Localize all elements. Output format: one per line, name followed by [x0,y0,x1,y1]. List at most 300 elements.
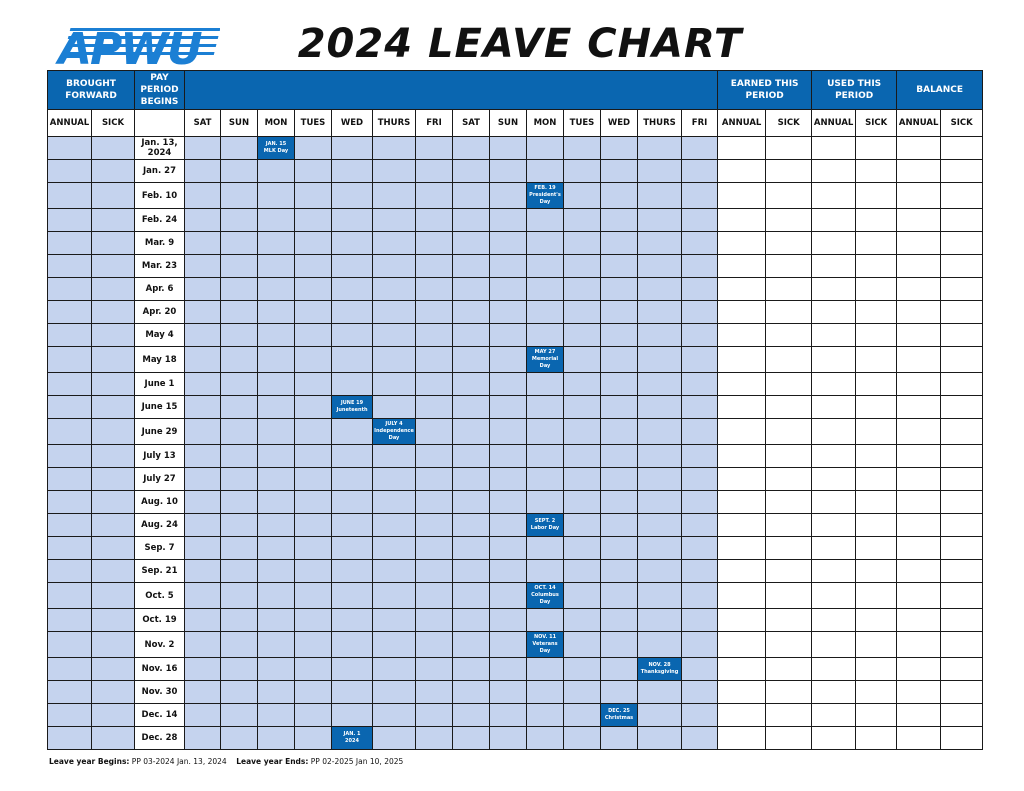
day-cell[interactable] [490,537,527,560]
day-cell[interactable] [638,137,682,160]
day-cell[interactable] [601,209,638,232]
day-cell[interactable] [332,324,373,347]
day-cell[interactable] [332,704,373,727]
balance-sick-cell[interactable] [941,583,983,609]
earned-sick-cell[interactable] [766,137,812,160]
earned-annual-cell[interactable] [718,347,766,373]
used-annual-cell[interactable] [812,658,856,681]
day-cell[interactable] [295,727,332,750]
balance-annual-cell[interactable] [897,583,941,609]
day-cell[interactable] [682,491,718,514]
day-cell[interactable] [416,373,453,396]
brought-forward-annual-cell[interactable] [48,373,92,396]
day-cell[interactable] [332,301,373,324]
day-cell[interactable] [527,301,564,324]
balance-sick-cell[interactable] [941,137,983,160]
brought-forward-annual-cell[interactable] [48,491,92,514]
day-cell[interactable] [601,137,638,160]
balance-annual-cell[interactable] [897,278,941,301]
earned-annual-cell[interactable] [718,514,766,537]
day-cell[interactable] [601,491,638,514]
day-cell[interactable] [527,658,564,681]
day-cell[interactable] [564,632,601,658]
day-cell[interactable] [682,468,718,491]
day-cell[interactable] [185,396,221,419]
day-cell[interactable] [453,347,490,373]
day-cell[interactable] [638,514,682,537]
day-cell[interactable] [601,583,638,609]
day-cell[interactable] [490,396,527,419]
day-cell[interactable] [638,255,682,278]
earned-sick-cell[interactable] [766,704,812,727]
earned-sick-cell[interactable] [766,491,812,514]
day-cell[interactable] [527,324,564,347]
day-cell[interactable] [295,209,332,232]
day-cell[interactable] [185,468,221,491]
brought-forward-sick-cell[interactable] [92,160,135,183]
day-cell[interactable] [416,396,453,419]
used-annual-cell[interactable] [812,419,856,445]
day-cell[interactable] [527,704,564,727]
day-cell[interactable] [295,658,332,681]
balance-annual-cell[interactable] [897,632,941,658]
day-cell[interactable] [564,537,601,560]
day-cell[interactable] [258,491,295,514]
day-cell[interactable] [490,445,527,468]
day-cell[interactable] [601,396,638,419]
day-cell[interactable] [564,137,601,160]
day-cell[interactable] [332,209,373,232]
day-cell[interactable] [221,583,258,609]
day-cell[interactable] [453,704,490,727]
earned-sick-cell[interactable] [766,468,812,491]
holiday-cell[interactable] [527,632,564,658]
day-cell[interactable] [221,609,258,632]
day-cell[interactable] [490,681,527,704]
day-cell[interactable] [221,324,258,347]
used-annual-cell[interactable] [812,324,856,347]
day-cell[interactable] [332,373,373,396]
used-sick-cell[interactable] [856,658,897,681]
balance-annual-cell[interactable] [897,183,941,209]
day-cell[interactable] [453,183,490,209]
used-sick-cell[interactable] [856,583,897,609]
day-cell[interactable] [416,232,453,255]
day-cell[interactable] [601,445,638,468]
used-sick-cell[interactable] [856,491,897,514]
holiday-cell[interactable] [527,183,564,209]
brought-forward-sick-cell[interactable] [92,583,135,609]
used-sick-cell[interactable] [856,560,897,583]
brought-forward-sick-cell[interactable] [92,727,135,750]
day-cell[interactable] [221,491,258,514]
day-cell[interactable] [490,560,527,583]
balance-sick-cell[interactable] [941,727,983,750]
day-cell[interactable] [682,137,718,160]
day-cell[interactable] [490,419,527,445]
earned-sick-cell[interactable] [766,727,812,750]
day-cell[interactable] [295,704,332,727]
day-cell[interactable] [295,347,332,373]
day-cell[interactable] [682,160,718,183]
day-cell[interactable] [601,609,638,632]
brought-forward-annual-cell[interactable] [48,183,92,209]
day-cell[interactable] [185,160,221,183]
day-cell[interactable] [490,255,527,278]
day-cell[interactable] [490,183,527,209]
balance-annual-cell[interactable] [897,324,941,347]
used-annual-cell[interactable] [812,160,856,183]
used-annual-cell[interactable] [812,609,856,632]
day-cell[interactable] [258,419,295,445]
day-cell[interactable] [295,301,332,324]
day-cell[interactable] [332,419,373,445]
day-cell[interactable] [332,537,373,560]
day-cell[interactable] [373,468,416,491]
earned-annual-cell[interactable] [718,278,766,301]
day-cell[interactable] [185,537,221,560]
balance-sick-cell[interactable] [941,255,983,278]
brought-forward-sick-cell[interactable] [92,301,135,324]
balance-sick-cell[interactable] [941,491,983,514]
day-cell[interactable] [185,658,221,681]
earned-sick-cell[interactable] [766,609,812,632]
balance-annual-cell[interactable] [897,396,941,419]
day-cell[interactable] [258,560,295,583]
balance-annual-cell[interactable] [897,681,941,704]
day-cell[interactable] [295,537,332,560]
day-cell[interactable] [258,396,295,419]
day-cell[interactable] [295,160,332,183]
day-cell[interactable] [601,419,638,445]
balance-annual-cell[interactable] [897,137,941,160]
used-annual-cell[interactable] [812,232,856,255]
day-cell[interactable] [564,209,601,232]
day-cell[interactable] [221,514,258,537]
day-cell[interactable] [373,183,416,209]
earned-sick-cell[interactable] [766,278,812,301]
used-sick-cell[interactable] [856,396,897,419]
earned-annual-cell[interactable] [718,301,766,324]
day-cell[interactable] [453,232,490,255]
day-cell[interactable] [416,301,453,324]
brought-forward-sick-cell[interactable] [92,468,135,491]
earned-sick-cell[interactable] [766,658,812,681]
earned-sick-cell[interactable] [766,209,812,232]
day-cell[interactable] [295,419,332,445]
day-cell[interactable] [564,681,601,704]
earned-sick-cell[interactable] [766,301,812,324]
brought-forward-annual-cell[interactable] [48,537,92,560]
day-cell[interactable] [490,232,527,255]
used-sick-cell[interactable] [856,632,897,658]
earned-sick-cell[interactable] [766,560,812,583]
day-cell[interactable] [638,160,682,183]
brought-forward-annual-cell[interactable] [48,396,92,419]
day-cell[interactable] [682,704,718,727]
day-cell[interactable] [527,491,564,514]
day-cell[interactable] [258,255,295,278]
balance-sick-cell[interactable] [941,324,983,347]
day-cell[interactable] [258,468,295,491]
day-cell[interactable] [258,681,295,704]
day-cell[interactable] [490,324,527,347]
day-cell[interactable] [295,491,332,514]
day-cell[interactable] [258,704,295,727]
day-cell[interactable] [373,658,416,681]
day-cell[interactable] [416,514,453,537]
day-cell[interactable] [332,347,373,373]
earned-annual-cell[interactable] [718,583,766,609]
day-cell[interactable] [564,727,601,750]
day-cell[interactable] [682,419,718,445]
day-cell[interactable] [453,609,490,632]
earned-sick-cell[interactable] [766,632,812,658]
earned-sick-cell[interactable] [766,324,812,347]
balance-sick-cell[interactable] [941,445,983,468]
day-cell[interactable] [295,560,332,583]
day-cell[interactable] [638,347,682,373]
day-cell[interactable] [258,324,295,347]
day-cell[interactable] [527,537,564,560]
balance-sick-cell[interactable] [941,419,983,445]
day-cell[interactable] [601,727,638,750]
holiday-cell[interactable] [527,347,564,373]
day-cell[interactable] [416,255,453,278]
earned-sick-cell[interactable] [766,514,812,537]
day-cell[interactable] [332,514,373,537]
day-cell[interactable] [638,491,682,514]
day-cell[interactable] [453,137,490,160]
day-cell[interactable] [373,396,416,419]
brought-forward-sick-cell[interactable] [92,537,135,560]
day-cell[interactable] [527,160,564,183]
brought-forward-annual-cell[interactable] [48,560,92,583]
balance-sick-cell[interactable] [941,160,983,183]
earned-annual-cell[interactable] [718,681,766,704]
day-cell[interactable] [682,301,718,324]
balance-annual-cell[interactable] [897,704,941,727]
day-cell[interactable] [221,632,258,658]
earned-sick-cell[interactable] [766,160,812,183]
brought-forward-annual-cell[interactable] [48,137,92,160]
day-cell[interactable] [490,137,527,160]
day-cell[interactable] [527,209,564,232]
balance-sick-cell[interactable] [941,681,983,704]
day-cell[interactable] [295,324,332,347]
day-cell[interactable] [332,468,373,491]
balance-sick-cell[interactable] [941,658,983,681]
day-cell[interactable] [185,583,221,609]
used-annual-cell[interactable] [812,347,856,373]
holiday-cell[interactable] [638,658,682,681]
day-cell[interactable] [258,537,295,560]
brought-forward-sick-cell[interactable] [92,632,135,658]
used-annual-cell[interactable] [812,681,856,704]
day-cell[interactable] [453,491,490,514]
day-cell[interactable] [682,232,718,255]
brought-forward-sick-cell[interactable] [92,491,135,514]
day-cell[interactable] [185,324,221,347]
day-cell[interactable] [221,301,258,324]
earned-annual-cell[interactable] [718,609,766,632]
day-cell[interactable] [373,681,416,704]
balance-sick-cell[interactable] [941,183,983,209]
day-cell[interactable] [682,255,718,278]
balance-sick-cell[interactable] [941,396,983,419]
earned-annual-cell[interactable] [718,537,766,560]
day-cell[interactable] [332,632,373,658]
day-cell[interactable] [185,727,221,750]
day-cell[interactable] [564,491,601,514]
day-cell[interactable] [295,468,332,491]
day-cell[interactable] [258,609,295,632]
day-cell[interactable] [682,183,718,209]
day-cell[interactable] [185,347,221,373]
day-cell[interactable] [564,255,601,278]
brought-forward-sick-cell[interactable] [92,324,135,347]
day-cell[interactable] [185,232,221,255]
balance-annual-cell[interactable] [897,445,941,468]
brought-forward-annual-cell[interactable] [48,301,92,324]
used-sick-cell[interactable] [856,681,897,704]
day-cell[interactable] [332,560,373,583]
day-cell[interactable] [185,632,221,658]
day-cell[interactable] [638,537,682,560]
day-cell[interactable] [416,209,453,232]
used-sick-cell[interactable] [856,209,897,232]
day-cell[interactable] [564,445,601,468]
day-cell[interactable] [332,681,373,704]
day-cell[interactable] [332,445,373,468]
day-cell[interactable] [527,232,564,255]
day-cell[interactable] [564,560,601,583]
brought-forward-annual-cell[interactable] [48,445,92,468]
day-cell[interactable] [453,301,490,324]
holiday-cell[interactable] [601,704,638,727]
used-annual-cell[interactable] [812,183,856,209]
balance-annual-cell[interactable] [897,727,941,750]
day-cell[interactable] [416,704,453,727]
balance-annual-cell[interactable] [897,419,941,445]
day-cell[interactable] [258,301,295,324]
used-sick-cell[interactable] [856,255,897,278]
day-cell[interactable] [682,583,718,609]
day-cell[interactable] [682,514,718,537]
balance-annual-cell[interactable] [897,609,941,632]
day-cell[interactable] [221,209,258,232]
holiday-cell[interactable] [527,583,564,609]
brought-forward-sick-cell[interactable] [92,137,135,160]
day-cell[interactable] [185,301,221,324]
balance-sick-cell[interactable] [941,232,983,255]
day-cell[interactable] [416,491,453,514]
day-cell[interactable] [682,658,718,681]
balance-annual-cell[interactable] [897,468,941,491]
balance-sick-cell[interactable] [941,278,983,301]
day-cell[interactable] [416,658,453,681]
day-cell[interactable] [490,727,527,750]
day-cell[interactable] [564,232,601,255]
brought-forward-annual-cell[interactable] [48,347,92,373]
balance-annual-cell[interactable] [897,255,941,278]
day-cell[interactable] [682,727,718,750]
day-cell[interactable] [373,373,416,396]
day-cell[interactable] [490,514,527,537]
day-cell[interactable] [185,681,221,704]
day-cell[interactable] [373,137,416,160]
used-sick-cell[interactable] [856,727,897,750]
day-cell[interactable] [453,560,490,583]
day-cell[interactable] [490,658,527,681]
day-cell[interactable] [373,209,416,232]
day-cell[interactable] [332,255,373,278]
day-cell[interactable] [221,681,258,704]
used-annual-cell[interactable] [812,560,856,583]
day-cell[interactable] [416,278,453,301]
day-cell[interactable] [682,445,718,468]
day-cell[interactable] [527,255,564,278]
day-cell[interactable] [638,278,682,301]
day-cell[interactable] [221,160,258,183]
day-cell[interactable] [490,468,527,491]
used-sick-cell[interactable] [856,609,897,632]
brought-forward-sick-cell[interactable] [92,396,135,419]
brought-forward-sick-cell[interactable] [92,514,135,537]
day-cell[interactable] [601,347,638,373]
day-cell[interactable] [490,373,527,396]
day-cell[interactable] [564,347,601,373]
day-cell[interactable] [564,301,601,324]
balance-sick-cell[interactable] [941,209,983,232]
earned-annual-cell[interactable] [718,419,766,445]
day-cell[interactable] [416,681,453,704]
day-cell[interactable] [638,560,682,583]
day-cell[interactable] [416,137,453,160]
day-cell[interactable] [682,681,718,704]
earned-annual-cell[interactable] [718,137,766,160]
used-sick-cell[interactable] [856,301,897,324]
day-cell[interactable] [601,537,638,560]
brought-forward-sick-cell[interactable] [92,209,135,232]
earned-annual-cell[interactable] [718,632,766,658]
brought-forward-sick-cell[interactable] [92,445,135,468]
earned-sick-cell[interactable] [766,419,812,445]
day-cell[interactable] [221,704,258,727]
day-cell[interactable] [564,396,601,419]
day-cell[interactable] [601,278,638,301]
day-cell[interactable] [601,160,638,183]
balance-sick-cell[interactable] [941,514,983,537]
day-cell[interactable] [453,468,490,491]
day-cell[interactable] [453,632,490,658]
used-annual-cell[interactable] [812,209,856,232]
brought-forward-sick-cell[interactable] [92,704,135,727]
brought-forward-annual-cell[interactable] [48,255,92,278]
day-cell[interactable] [258,232,295,255]
day-cell[interactable] [295,232,332,255]
day-cell[interactable] [601,232,638,255]
day-cell[interactable] [258,632,295,658]
day-cell[interactable] [295,183,332,209]
day-cell[interactable] [682,396,718,419]
day-cell[interactable] [527,137,564,160]
brought-forward-sick-cell[interactable] [92,419,135,445]
day-cell[interactable] [490,209,527,232]
earned-annual-cell[interactable] [718,232,766,255]
brought-forward-annual-cell[interactable] [48,160,92,183]
day-cell[interactable] [373,301,416,324]
